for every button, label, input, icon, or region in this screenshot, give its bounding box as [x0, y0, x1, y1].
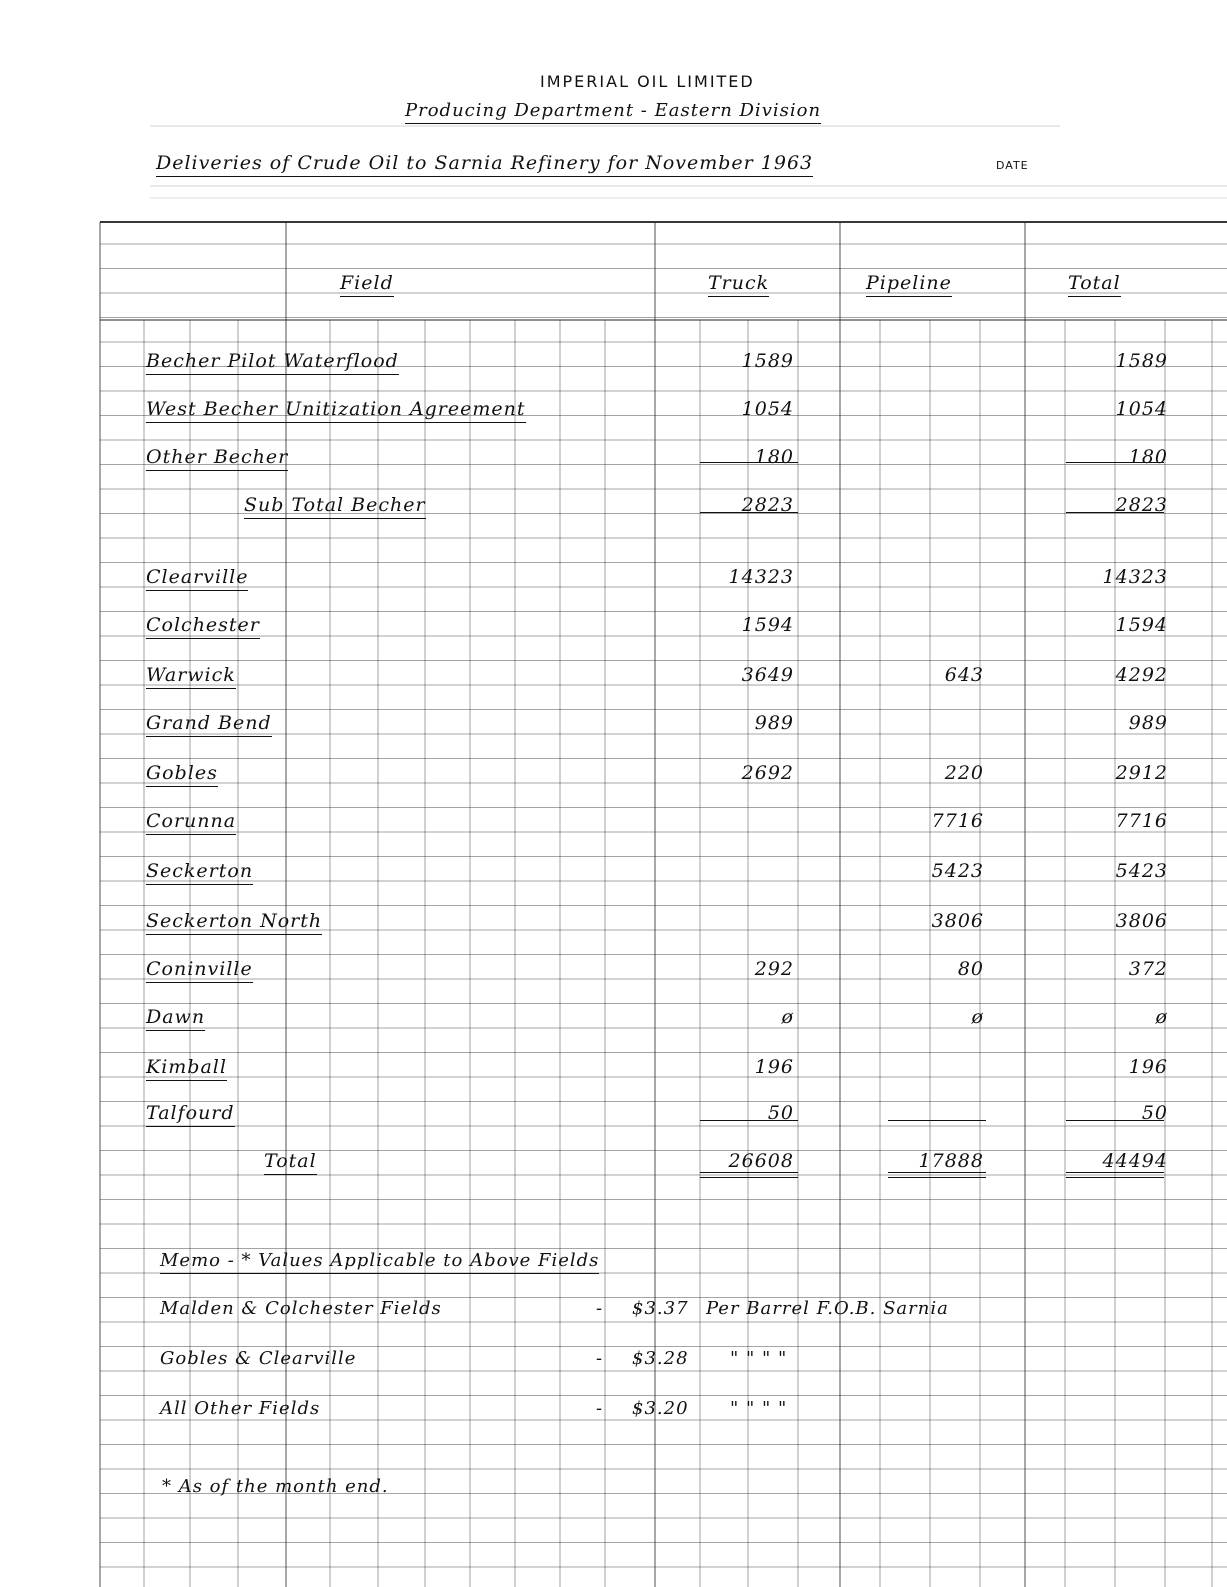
- memo-dash-3: -: [596, 1398, 604, 1419]
- row-field-label: Coninville: [146, 958, 253, 983]
- row-field-label: Dawn: [146, 1006, 205, 1031]
- cell-truck: 14323: [728, 566, 794, 588]
- total-rule-total: [1066, 1120, 1164, 1121]
- department-title: Producing Department - Eastern Division: [405, 100, 821, 124]
- cell-pipeline: 80: [957, 958, 984, 980]
- cell-total: 50: [1141, 1102, 1168, 1124]
- company-name: IMPERIAL OIL LIMITED: [540, 72, 755, 91]
- subtotal-rule-truck: [700, 462, 798, 463]
- cell-truck: 180: [754, 446, 794, 468]
- cell-pipeline: 17888: [918, 1150, 984, 1172]
- row-field-label: Warwick: [146, 664, 236, 689]
- cell-truck: 26608: [728, 1150, 794, 1172]
- column-header-total: Total: [1068, 272, 1121, 297]
- cell-total: 1054: [1115, 398, 1168, 420]
- cell-total: ø: [1155, 1006, 1168, 1028]
- memo-price-3: $3.20: [632, 1398, 689, 1419]
- cell-truck: 1054: [741, 398, 794, 420]
- cell-total: 2912: [1115, 762, 1168, 784]
- cell-truck: ø: [781, 1006, 794, 1028]
- cell-total: 989: [1128, 712, 1168, 734]
- row-field-label: Seckerton North: [146, 910, 322, 935]
- cell-truck: 50: [767, 1102, 794, 1124]
- cell-total: 7716: [1115, 810, 1168, 832]
- memo-unit-1: Per Barrel F.O.B. Sarnia: [706, 1298, 949, 1319]
- row-field-label: Sub Total Becher: [244, 494, 426, 519]
- column-header-pipeline: Pipeline: [866, 272, 952, 297]
- cell-truck: 989: [754, 712, 794, 734]
- row-field-label: Becher Pilot Waterflood: [146, 350, 399, 375]
- row-field-label: Other Becher: [146, 446, 288, 471]
- row-field-label: West Becher Unitization Agreement: [146, 398, 526, 423]
- cell-total: 196: [1128, 1056, 1168, 1078]
- cell-truck: 2692: [741, 762, 794, 784]
- report-title: Deliveries of Crude Oil to Sarnia Refinery for November 1963: [156, 152, 813, 177]
- cell-total: 1594: [1115, 614, 1168, 636]
- total-double-rule-truck-1: [700, 1172, 798, 1173]
- cell-pipeline: 3806: [931, 910, 984, 932]
- total-double-rule-truck-2: [700, 1177, 798, 1178]
- cell-pipeline: 5423: [931, 860, 984, 882]
- row-field-label: Total: [264, 1150, 317, 1175]
- cell-total: 44494: [1102, 1150, 1168, 1172]
- total-double-rule-total-1: [1066, 1172, 1164, 1173]
- cell-total: 2823: [1115, 494, 1168, 516]
- cell-total: 5423: [1115, 860, 1168, 882]
- date-label: DATE: [996, 159, 1029, 172]
- memo-dash-2: -: [596, 1348, 604, 1369]
- cell-pipeline: 220: [944, 762, 984, 784]
- memo-fields-1: Malden & Colchester Fields: [160, 1298, 442, 1319]
- memo-dash-1: -: [596, 1298, 604, 1319]
- cell-pipeline: 7716: [931, 810, 984, 832]
- row-field-label: Seckerton: [146, 860, 253, 885]
- memo-unit-3: " " " ": [730, 1398, 788, 1419]
- cell-total: 372: [1128, 958, 1168, 980]
- cell-truck: 1589: [741, 350, 794, 372]
- memo-price-2: $3.28: [632, 1348, 689, 1369]
- row-field-label: Clearville: [146, 566, 248, 591]
- cell-truck: 196: [754, 1056, 794, 1078]
- subtotal-rule-total: [1066, 462, 1164, 463]
- memo-price-1: $3.37: [632, 1298, 689, 1319]
- row-field-label: Gobles: [146, 762, 218, 787]
- cell-total: 3806: [1115, 910, 1168, 932]
- cell-total: 14323: [1102, 566, 1168, 588]
- cell-pipeline: 643: [944, 664, 984, 686]
- cell-pipeline: ø: [971, 1006, 984, 1028]
- memo-unit-2: " " " ": [730, 1348, 788, 1369]
- memo-title: Memo - * Values Applicable to Above Fields: [160, 1250, 599, 1274]
- total-rule-pipeline: [888, 1120, 986, 1121]
- column-header-truck: Truck: [708, 272, 769, 297]
- cell-total: 1589: [1115, 350, 1168, 372]
- total-double-rule-pipeline-2: [888, 1177, 986, 1178]
- cell-truck: 292: [754, 958, 794, 980]
- cell-total: 180: [1128, 446, 1168, 468]
- cell-truck: 2823: [741, 494, 794, 516]
- cell-total: 4292: [1115, 664, 1168, 686]
- row-field-label: Talfourd: [146, 1102, 235, 1127]
- column-header-field: Field: [340, 272, 394, 297]
- total-rule-truck: [700, 1120, 798, 1121]
- total-double-rule-total-2: [1066, 1177, 1164, 1178]
- memo-fields-3: All Other Fields: [160, 1398, 321, 1419]
- memo-fields-2: Gobles & Clearville: [160, 1348, 357, 1369]
- row-field-label: Kimball: [146, 1056, 227, 1081]
- cell-truck: 1594: [741, 614, 794, 636]
- subtotal-double-rule-truck: [700, 512, 798, 513]
- row-field-label: Grand Bend: [146, 712, 272, 737]
- row-field-label: Colchester: [146, 614, 260, 639]
- cell-truck: 3649: [741, 664, 794, 686]
- memo-footnote: * As of the month end.: [162, 1476, 389, 1497]
- total-double-rule-pipeline-1: [888, 1172, 986, 1173]
- subtotal-double-rule-total: [1066, 512, 1164, 513]
- row-field-label: Corunna: [146, 810, 236, 835]
